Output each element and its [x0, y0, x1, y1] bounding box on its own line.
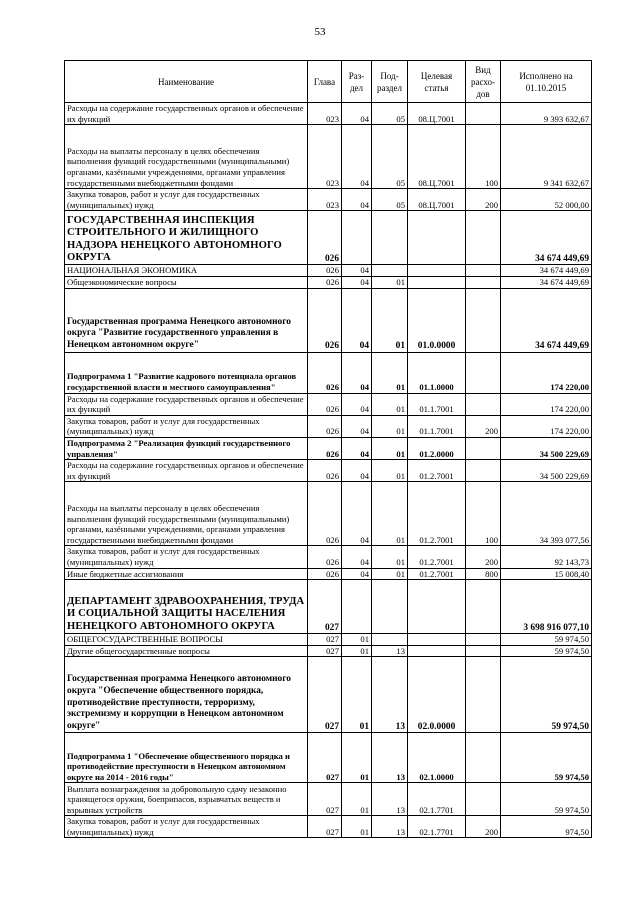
- cell-name: Расходы на выплаты персоналу в целях обеспечения выполнения функций государственными (муниципальными) органами, казёнными учреждениями, органами управления государственными внебюджетными фондами: [65, 125, 308, 189]
- cell-vid: 100: [466, 482, 501, 546]
- cell-glava: 026: [308, 482, 342, 546]
- cell-statya: 02.1.7701: [408, 816, 466, 838]
- cell-statya: [408, 645, 466, 657]
- cell-podrazdel: 01: [372, 437, 408, 459]
- cell-amount: 9 393 632,67: [501, 103, 592, 125]
- table-row: [65, 103, 592, 125]
- cell-vid: [466, 103, 501, 125]
- cell-razdel: 04: [342, 415, 372, 437]
- cell-glava: 026: [308, 415, 342, 437]
- cell-razdel: 04: [342, 352, 372, 393]
- cell-vid: [466, 460, 501, 482]
- cell-name: НАЦИОНАЛЬНАЯ ЭКОНОМИКА: [65, 265, 308, 277]
- cell-vid: [466, 437, 501, 459]
- cell-glava: 027: [308, 580, 342, 634]
- cell-podrazdel: 01: [372, 482, 408, 546]
- table-row: [65, 645, 592, 657]
- cell-vid: [466, 288, 501, 352]
- cell-vid: 800: [466, 568, 501, 580]
- table-row: [65, 265, 592, 277]
- cell-glava: 026: [308, 393, 342, 415]
- cell-razdel: 04: [342, 482, 372, 546]
- cell-razdel: 04: [342, 288, 372, 352]
- table-header-row: [65, 61, 592, 103]
- cell-statya: [408, 211, 466, 265]
- cell-statya: 01.1.0000: [408, 352, 466, 393]
- cell-name: Государственная программа Ненецкого автономного округа "Обеспечение общественного порядка, противодействие преступности, терроризму, экстремизму и коррупции в Ненецком автономном округе": [65, 657, 308, 733]
- cell-statya: 01.2.7001: [408, 546, 466, 568]
- cell-podrazdel: 13: [372, 657, 408, 733]
- cell-razdel: [342, 580, 372, 634]
- cell-name: Расходы на содержание государственных органов и обеспечение их функций: [65, 393, 308, 415]
- cell-statya: [408, 580, 466, 634]
- cell-razdel: 01: [342, 634, 372, 646]
- page-number: 53: [314, 26, 326, 38]
- cell-razdel: 04: [342, 437, 372, 459]
- table-row: [65, 733, 592, 783]
- cell-name: Общеэкономические вопросы: [65, 276, 308, 288]
- cell-vid: [466, 393, 501, 415]
- cell-statya: 01.1.7001: [408, 393, 466, 415]
- cell-amount: 34 500 229,69: [501, 437, 592, 459]
- cell-glava: 026: [308, 437, 342, 459]
- table-row: [65, 276, 592, 288]
- cell-glava: 027: [308, 733, 342, 783]
- cell-name: Другие общегосударственные вопросы: [65, 645, 308, 657]
- cell-glava: 023: [308, 189, 342, 211]
- budget-table: [64, 60, 592, 838]
- cell-amount: 174 220,00: [501, 393, 592, 415]
- table-row: [65, 415, 592, 437]
- cell-podrazdel: [372, 634, 408, 646]
- cell-name: Государственная программа Ненецкого автономного округа "Развитие государственного управления в Ненецком автономном округе": [65, 288, 308, 352]
- cell-glava: 027: [308, 816, 342, 838]
- cell-podrazdel: 01: [372, 546, 408, 568]
- cell-podrazdel: 05: [372, 103, 408, 125]
- table-row: [65, 657, 592, 733]
- table-row: [65, 125, 592, 189]
- cell-razdel: 01: [342, 645, 372, 657]
- cell-vid: 200: [466, 189, 501, 211]
- cell-vid: [466, 211, 501, 265]
- cell-glava: 026: [308, 265, 342, 277]
- cell-glava: 023: [308, 125, 342, 189]
- cell-amount: 34 674 449,69: [501, 288, 592, 352]
- table-row: [65, 580, 592, 634]
- cell-glava: 027: [308, 634, 342, 646]
- cell-amount: 15 008,40: [501, 568, 592, 580]
- cell-glava: 027: [308, 783, 342, 816]
- cell-podrazdel: 01: [372, 276, 408, 288]
- cell-vid: [466, 265, 501, 277]
- cell-podrazdel: 01: [372, 393, 408, 415]
- cell-amount: 59 974,50: [501, 733, 592, 783]
- cell-name: Выплата вознаграждения за добровольную сдачу незаконно хранящегося оружия, боеприпасов, взрывчатых веществ и взрывных устройств: [65, 783, 308, 816]
- table-row: [65, 816, 592, 838]
- cell-razdel: 04: [342, 125, 372, 189]
- table-row: [65, 393, 592, 415]
- cell-name: Закупка товаров, работ и услуг для государственных (муниципальных) нужд: [65, 415, 308, 437]
- cell-amount: 59 974,50: [501, 645, 592, 657]
- table-row: [65, 437, 592, 459]
- cell-podrazdel: 05: [372, 189, 408, 211]
- cell-statya: [408, 265, 466, 277]
- cell-podrazdel: 13: [372, 816, 408, 838]
- table-row: [65, 482, 592, 546]
- cell-name: Подпрограмма 1 "Обеспечение общественного порядка и противодействие преступности в Ненецком автономном округе на 2014 - 2016 годы": [65, 733, 308, 783]
- cell-glava: 026: [308, 460, 342, 482]
- cell-vid: [466, 733, 501, 783]
- cell-name: Иные бюджетные ассигнования: [65, 568, 308, 580]
- header-vid: Вид расхо-дов: [466, 61, 501, 103]
- cell-name: ОБЩЕГОСУДАРСТВЕННЫЕ ВОПРОСЫ: [65, 634, 308, 646]
- cell-vid: 200: [466, 816, 501, 838]
- table-row: [65, 634, 592, 646]
- cell-podrazdel: 01: [372, 415, 408, 437]
- cell-vid: 200: [466, 546, 501, 568]
- table-row: [65, 460, 592, 482]
- cell-razdel: 04: [342, 546, 372, 568]
- cell-glava: 026: [308, 211, 342, 265]
- header-podrazdel: Под-раздел: [372, 61, 408, 103]
- cell-podrazdel: [372, 211, 408, 265]
- cell-razdel: 04: [342, 189, 372, 211]
- cell-statya: 01.2.7001: [408, 460, 466, 482]
- cell-name: Закупка товаров, работ и услуг для государственных (муниципальных) нужд: [65, 189, 308, 211]
- cell-vid: [466, 783, 501, 816]
- cell-razdel: 04: [342, 393, 372, 415]
- cell-amount: 92 143,73: [501, 546, 592, 568]
- cell-vid: [466, 352, 501, 393]
- cell-podrazdel: [372, 580, 408, 634]
- cell-amount: 174 220,00: [501, 352, 592, 393]
- cell-podrazdel: 13: [372, 733, 408, 783]
- cell-razdel: 01: [342, 783, 372, 816]
- cell-podrazdel: [372, 265, 408, 277]
- table-row: [65, 783, 592, 816]
- cell-statya: 02.1.7701: [408, 783, 466, 816]
- cell-name: Расходы на содержание государственных органов и обеспечение их функций: [65, 460, 308, 482]
- cell-statya: [408, 634, 466, 646]
- cell-amount: 34 393 077,56: [501, 482, 592, 546]
- cell-razdel: 04: [342, 265, 372, 277]
- cell-glava: 026: [308, 568, 342, 580]
- cell-amount: 974,50: [501, 816, 592, 838]
- cell-amount: 59 974,50: [501, 783, 592, 816]
- cell-name: Закупка товаров, работ и услуг для государственных (муниципальных) нужд: [65, 816, 308, 838]
- cell-statya: 02.0.0000: [408, 657, 466, 733]
- cell-statya: 01.1.7001: [408, 415, 466, 437]
- cell-glava: 027: [308, 645, 342, 657]
- cell-name: Закупка товаров, работ и услуг для государственных (муниципальных) нужд: [65, 546, 308, 568]
- header-ispolneno: Исполнено на 01.10.2015: [501, 61, 592, 103]
- cell-vid: [466, 657, 501, 733]
- cell-statya: 02.1.0000: [408, 733, 466, 783]
- cell-statya: 01.2.7001: [408, 482, 466, 546]
- cell-razdel: 04: [342, 276, 372, 288]
- cell-razdel: 04: [342, 460, 372, 482]
- table-row: [65, 288, 592, 352]
- cell-statya: 01.0.0000: [408, 288, 466, 352]
- cell-amount: 34 674 449,69: [501, 265, 592, 277]
- cell-podrazdel: 01: [372, 352, 408, 393]
- header-statya: Целевая статья: [408, 61, 466, 103]
- table-row: [65, 352, 592, 393]
- cell-razdel: 01: [342, 733, 372, 783]
- cell-name: Расходы на выплаты персоналу в целях обеспечения выполнения функций государственными (муниципальными) органами, казёнными учреждениями, органами управления государственными внебюджетными фондами: [65, 482, 308, 546]
- cell-glava: 026: [308, 288, 342, 352]
- cell-amount: 34 674 449,69: [501, 276, 592, 288]
- cell-glava: 023: [308, 103, 342, 125]
- table-row: [65, 546, 592, 568]
- cell-name: ДЕПАРТАМЕНТ ЗДРАВООХРАНЕНИЯ, ТРУДА И СОЦИАЛЬНОЙ ЗАЩИТЫ НАСЕЛЕНИЯ НЕНЕЦКОГО АВТОНОМНОГО ОКРУГА: [65, 580, 308, 634]
- cell-name: Подпрограмма 1 "Развитие кадрового потенциала органов государственной власти и местного самоуправления": [65, 352, 308, 393]
- cell-statya: 08.Ц.7001: [408, 189, 466, 211]
- cell-amount: 34 500 229,69: [501, 460, 592, 482]
- cell-vid: [466, 276, 501, 288]
- cell-amount: 174 220,00: [501, 415, 592, 437]
- table-row: [65, 189, 592, 211]
- cell-amount: 59 974,50: [501, 657, 592, 733]
- cell-statya: 01.2.7001: [408, 568, 466, 580]
- cell-vid: [466, 580, 501, 634]
- cell-amount: 34 674 449,69: [501, 211, 592, 265]
- table-row: [65, 568, 592, 580]
- header-razdel: Раз-дел: [342, 61, 372, 103]
- cell-name: Расходы на содержание государственных органов и обеспечение их функций: [65, 103, 308, 125]
- cell-razdel: 04: [342, 568, 372, 580]
- cell-podrazdel: 01: [372, 288, 408, 352]
- cell-podrazdel: 13: [372, 783, 408, 816]
- cell-amount: 59 974,50: [501, 634, 592, 646]
- cell-amount: 3 698 916 077,10: [501, 580, 592, 634]
- cell-vid: [466, 645, 501, 657]
- cell-amount: 52 000,00: [501, 189, 592, 211]
- cell-podrazdel: 13: [372, 645, 408, 657]
- cell-podrazdel: 05: [372, 125, 408, 189]
- header-glava: Глава: [308, 61, 342, 103]
- cell-amount: 9 341 632,67: [501, 125, 592, 189]
- cell-razdel: 01: [342, 816, 372, 838]
- cell-glava: 026: [308, 276, 342, 288]
- cell-statya: 01.2.0000: [408, 437, 466, 459]
- cell-podrazdel: 01: [372, 568, 408, 580]
- cell-vid: 200: [466, 415, 501, 437]
- cell-podrazdel: 01: [372, 460, 408, 482]
- cell-name: Подпрограмма 2 "Реализация функций государственного управления": [65, 437, 308, 459]
- cell-razdel: [342, 211, 372, 265]
- cell-statya: 08.Ц.7001: [408, 125, 466, 189]
- table-row: [65, 211, 592, 265]
- cell-razdel: 01: [342, 657, 372, 733]
- cell-razdel: 04: [342, 103, 372, 125]
- cell-vid: 100: [466, 125, 501, 189]
- cell-name: ГОСУДАРСТВЕННАЯ ИНСПЕКЦИЯ СТРОИТЕЛЬНОГО И ЖИЛИЩНОГО НАДЗОРА НЕНЕЦКОГО АВТОНОМНОГО ОКРУГА: [65, 211, 308, 265]
- cell-glava: 027: [308, 657, 342, 733]
- cell-vid: [466, 634, 501, 646]
- cell-glava: 026: [308, 352, 342, 393]
- cell-statya: 08.Ц.7001: [408, 103, 466, 125]
- header-name: Наименование: [65, 61, 308, 103]
- cell-statya: [408, 276, 466, 288]
- cell-glava: 026: [308, 546, 342, 568]
